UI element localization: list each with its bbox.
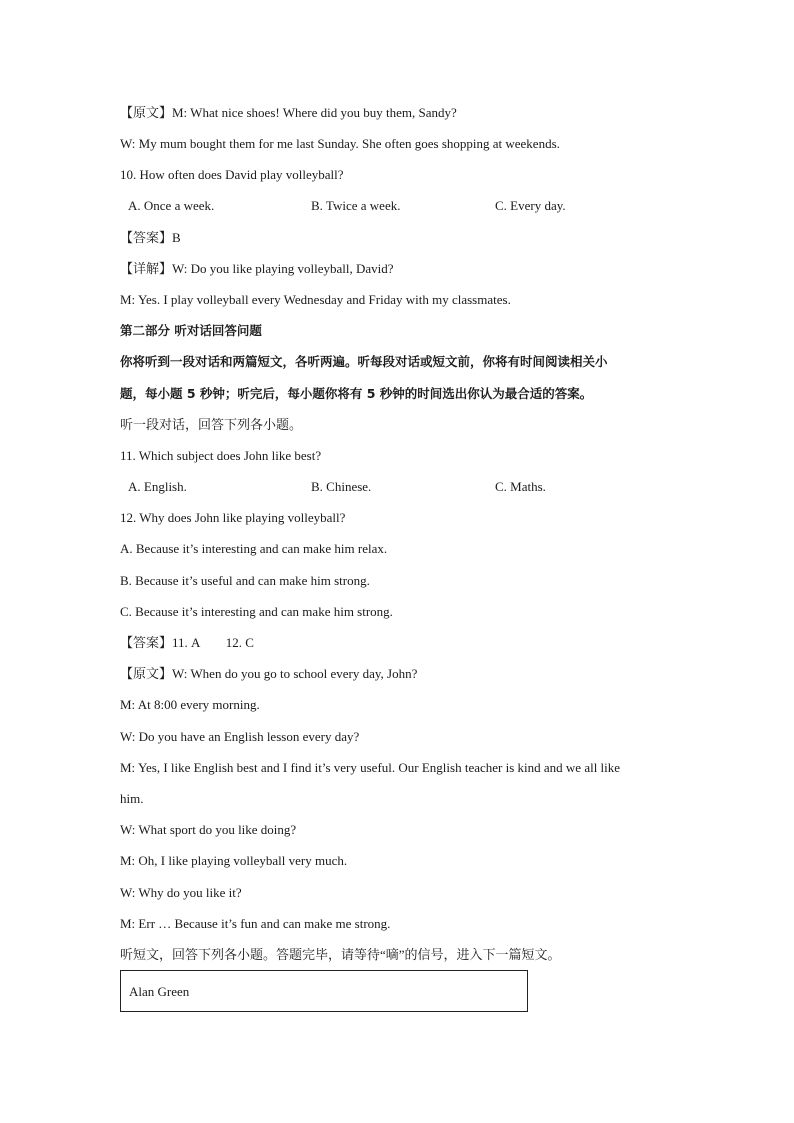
- transcript-line: 【原文】M: What nice shoes! Where did you buy them, Sandy?: [120, 105, 457, 120]
- question-11: 11. Which subject does John like best?: [120, 448, 322, 463]
- passage-box: [120, 970, 528, 1012]
- option-c: C. Every day.: [495, 198, 566, 213]
- transcript-line: W: Why do you like it?: [120, 885, 242, 900]
- transcript-line: M: Yes, I like English best and I find it’s very useful. Our English teacher is kind and we all like: [120, 760, 621, 775]
- transcript-line: M: Oh, I like playing volleyball very much.: [120, 853, 348, 868]
- instruction-line: 你将听到一段对话和两篇短文，各听两遍。听每段对话或短文前，你将有时间阅读相关小: [120, 354, 608, 369]
- question-10: 10. How often does David play volleyball?: [120, 167, 344, 182]
- option-c: C. Because it’s interesting and can make him strong.: [120, 604, 393, 619]
- option-b: B. Chinese.: [311, 479, 372, 494]
- transcript-line: W: Do you have an English lesson every day?: [120, 729, 360, 744]
- listen-instruction: 听一段对话，回答下列各小题。: [120, 417, 303, 432]
- detail-line: 【详解】W: Do you like playing volleyball, David?: [120, 261, 394, 276]
- instruction-line: 题，每小题 5 秒钟；听完后，每小题你将有 5 秒钟的时间选出你认为最合适的答案。: [120, 386, 593, 401]
- option-a: A. Once a week.: [128, 198, 215, 213]
- option-b: B. Twice a week.: [311, 198, 401, 213]
- transcript-line: M: Yes. I play volleyball every Wednesday and Friday with my classmates.: [120, 292, 511, 307]
- transcript-line: 【原文】W: When do you go to school every day, John?: [120, 666, 418, 681]
- transcript-line: M: Err … Because it’s fun and can make me strong.: [120, 916, 391, 931]
- transcript-line: W: My mum bought them for me last Sunday. She often goes shopping at weekends.: [120, 136, 560, 151]
- transcript-line: M: At 8:00 every morning.: [120, 697, 260, 712]
- answer-line: 【答案】B: [120, 230, 181, 245]
- option-a: A. English.: [128, 479, 187, 494]
- question-12: 12. Why does John like playing volleyball?: [120, 510, 346, 525]
- answer-line: 【答案】11. A 12. C: [120, 635, 254, 650]
- listen-instruction: 听短文，回答下列各小题。答题完毕，请等待“嘀”的信号，进入下一篇短文。: [120, 947, 561, 962]
- section-heading: 第二部分 听对话回答问题: [120, 323, 262, 338]
- passage-box-text: Alan Green: [129, 984, 190, 999]
- option-c: C. Maths.: [495, 479, 546, 494]
- option-b: B. Because it’s useful and can make him strong.: [120, 573, 370, 588]
- transcript-line: W: What sport do you like doing?: [120, 822, 297, 837]
- option-a: A. Because it’s interesting and can make him relax.: [120, 541, 388, 556]
- transcript-line: him.: [120, 791, 144, 806]
